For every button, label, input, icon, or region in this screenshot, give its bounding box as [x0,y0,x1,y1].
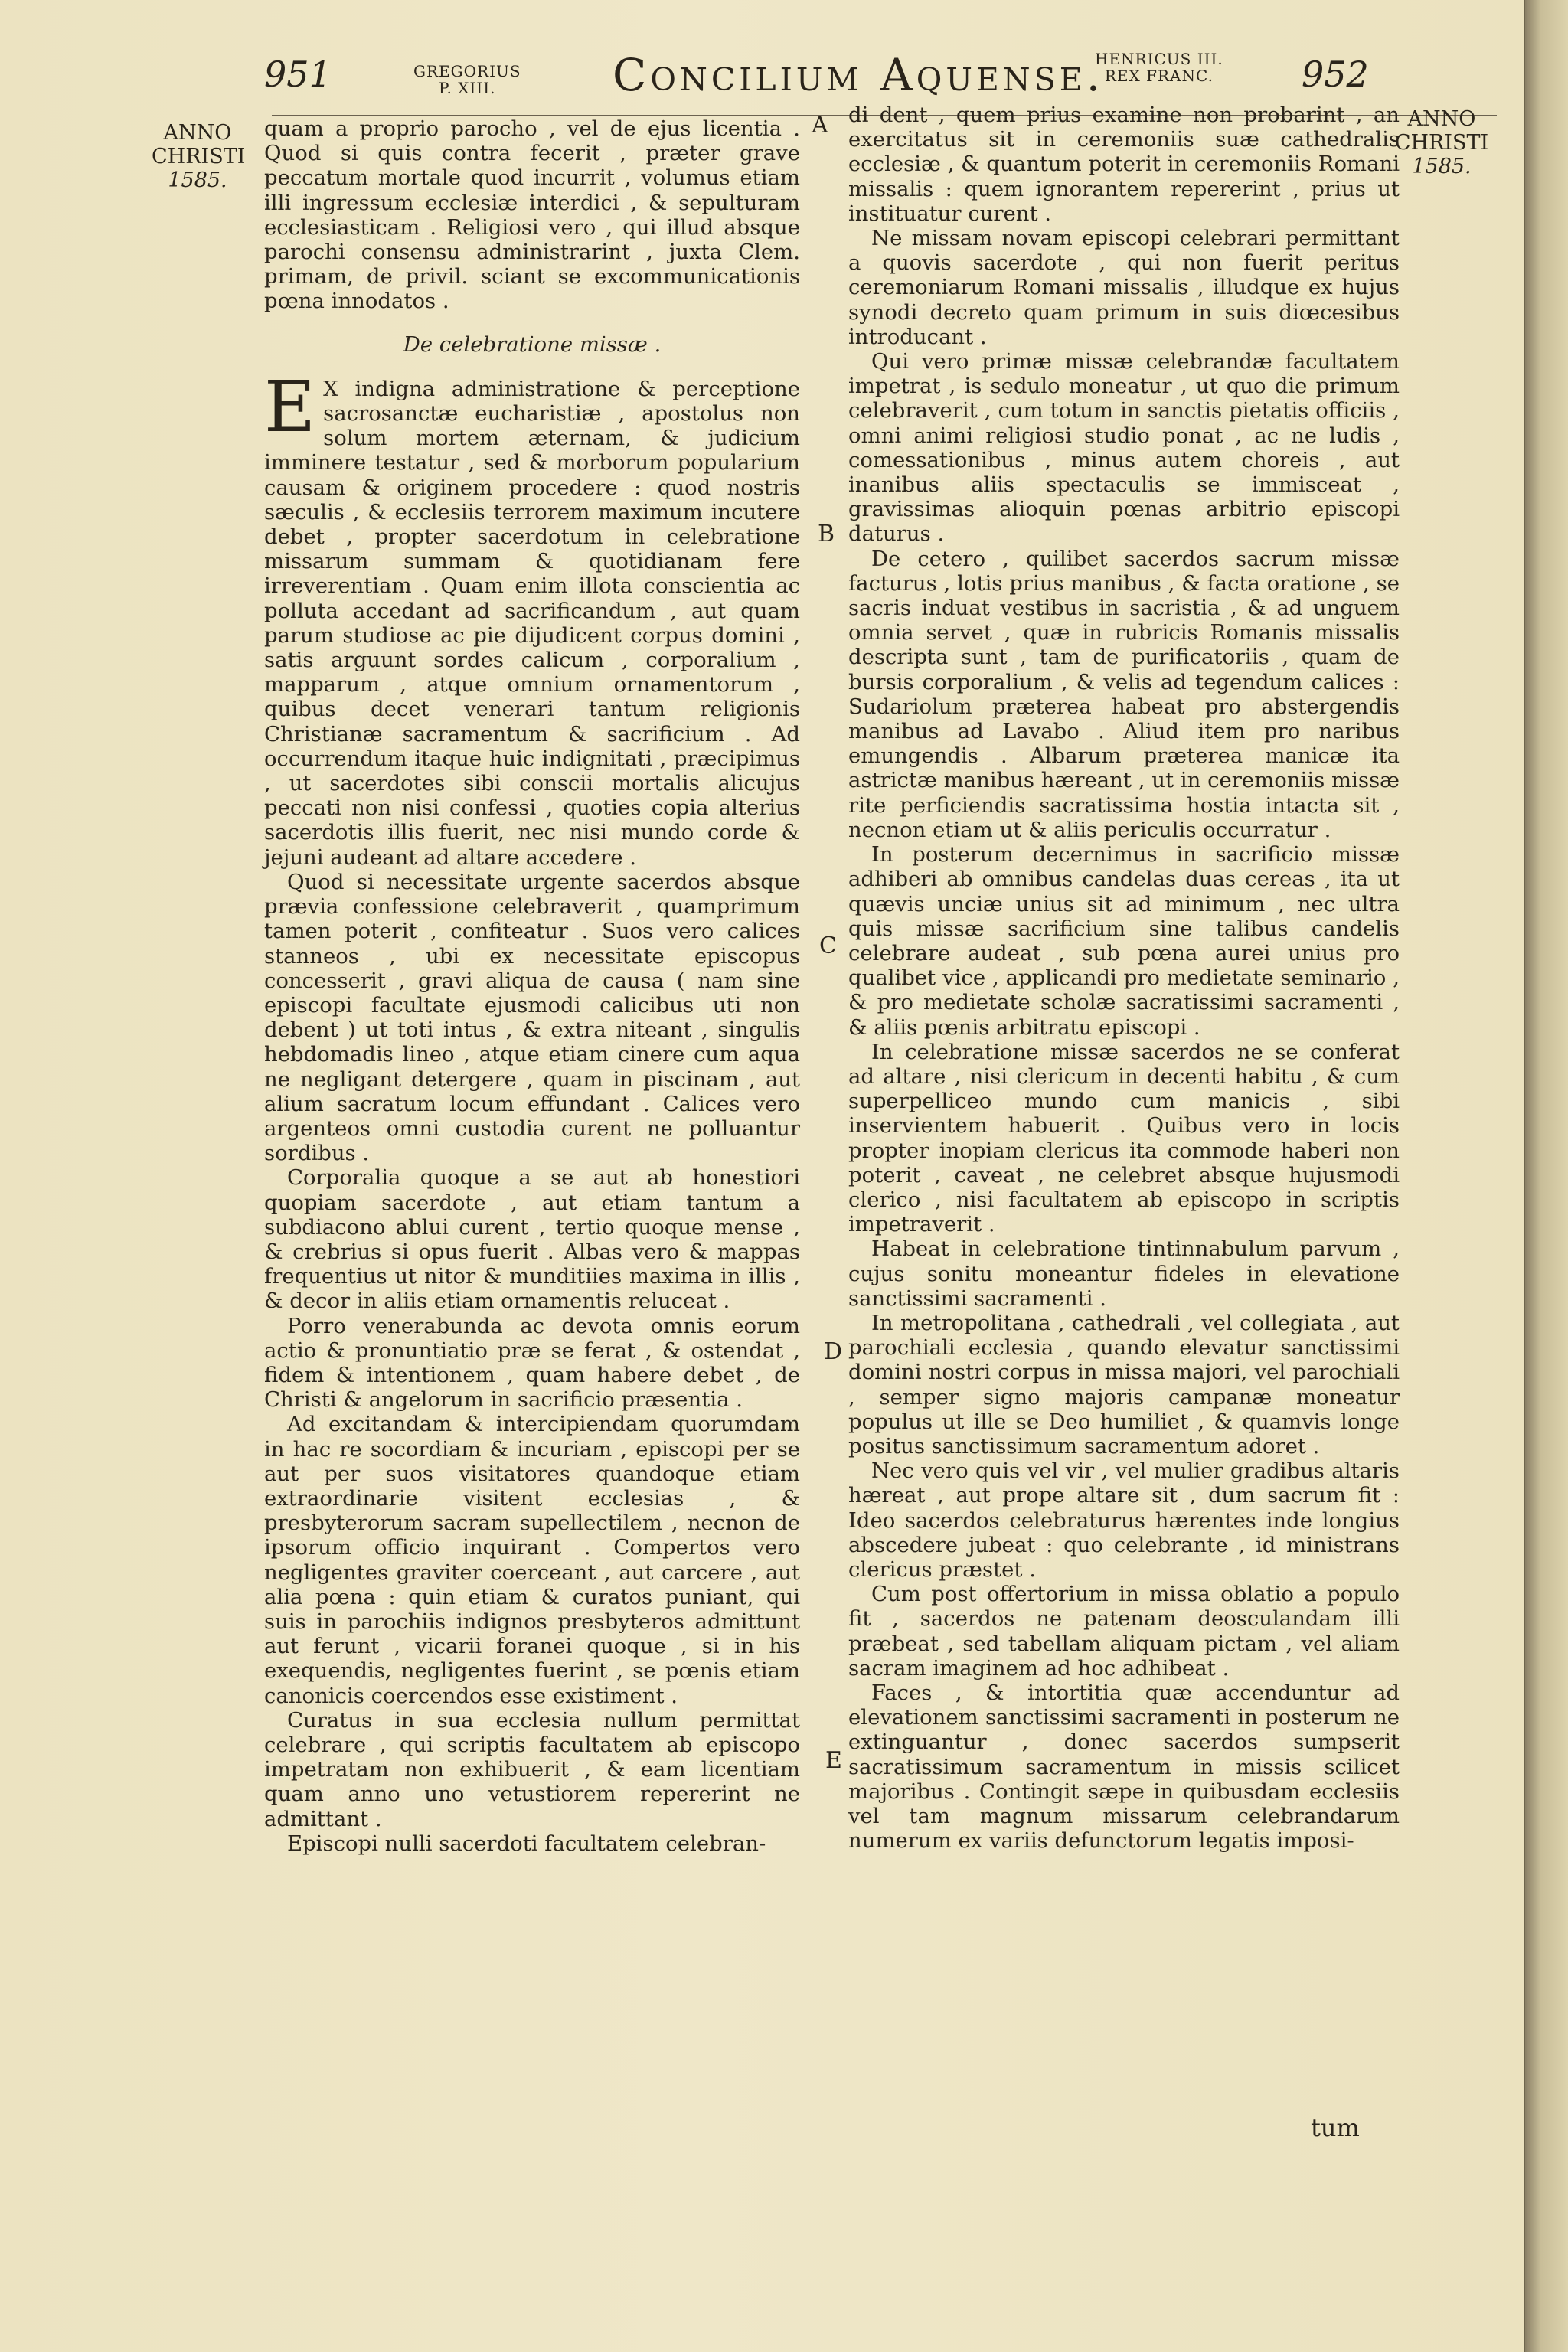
r-paragraph-7: In metropolitana , cathedrali , vel collegiata , aut parochiali ecclesia , quando elevatur sanctissimi domini nostri corpus in missa majori, vel parochiali , semper signo majoris campanæ moneatur populus ut ille se Deo humiliet , & quamvis longe positus sanctissimum sacramentum adoret . [848,1310,1400,1459]
section-letter-b: B [818,521,835,547]
r-paragraph-1: Ne missam novam episcopi celebrari permittant a quovis sacerdote , qui non fuerit peritus ceremoniarum Romani missalis , illudque ex hujus synodi decreto quam primum in suis diœcesibus introducant . [848,226,1400,349]
paragraph-7: Episcopi nulli sacerdoti facultatem celebran- [287,1831,766,1856]
margin-anno-right: ANNO [1407,107,1476,131]
king-name: HENRICUS III. [1095,50,1223,68]
margin-anno-left: ANNO [163,121,232,145]
paragraph-5: Ad excitandam & intercipiendam quorumdam in hac re socordiam & incuriam , episcopi per se aut per suos visitatores quandoque etiam extraordinarie visitent ecclesias , & presbyterorum sacram supellectilem , necnon de ipsorum officio inquirant . Compertos vero negligentes graviter coerceant , aut carcere , aut alia pœna : quin etiam & curatos puniant, qui suis in parochiis indignos presbyteros admittunt aut ferunt , vicarii foranei quoque , si in his exequendis, negligentes fuerint , se pœnis etiam canonicis coercendos esse existiment . [264,1412,800,1708]
page-number-right: 952 [1302,54,1369,95]
catchword: tum [1311,2113,1360,2142]
drop-cap: E [264,365,316,448]
paragraph-4: Porro venerabunda ac devota omnis eorum actio & pronuntiatio præ se ferat , & ostendat , fidem & intentionem , quam habere debet , de Christi & angelorum in sacrificio præsentia . [264,1313,800,1413]
king-title: REX FRANC. [1104,67,1214,85]
pope-name: GREGORIUS [413,62,521,80]
paragraph-1 [264,365,800,870]
paragraph-1-text: X indigna administratione & perceptione sacrosanctæ eucharistiæ , apostolus non solum mortem æternam, & judicium imminere testatur , sed & morborum popularium causam & originem procedere : quod nostris sæculis , & ecclesiis terrorem maximum incutere debet , propter sacerdotum in celebratione missarum summam & quotidianam fere irreverentiam . Quam enim illota conscientia ac polluta accedant ad sacrificandum , aut quam parum studiose ac pie dijudicent corpus domini , satis arguunt sordes calicum , corporalium , mapparum , atque omnium ornamentorum , quibus decet venerari tantum religionis Christianæ sacramentum & sacrificium . Ad occurrendum itaque huic indignitati , præcipimus , ut sacerdotes sibi conscii mortalis alicujus peccati non nisi confessi , quoties copia alterius sacerdotis illis fuerit, nec nisi mundo corde & jejuni audeant ad altare accedere . [264,376,800,870]
r-paragraph-10: Faces , & intortitia quæ accenduntur ad elevationem sanctissimi sacramenti in posterum ne extinguantur , donec sacerdos sumpserit sacratissimum sacramentum in missis scilicet majoribus . Contingit sæpe in quibusdam ecclesiis vel tam magnum missarum celebrandarum numerum ex variis defunctorum legatis imposi- [848,1681,1400,1854]
margin-note-right [1392,107,1491,178]
section-letter-a: A [812,112,828,139]
binding-gutter [1524,0,1568,2352]
margin-christi-right: CHRISTI [1394,131,1489,155]
margin-year-right: 1585. [1412,155,1472,178]
r-paragraph-0: di dent , quem prius examine non probarint , an exercitatus sit in ceremoniis suæ cathedralis ecclesiæ , & quantum poterit in ceremoniis Romani missalis : quem ignorantem repererint , prius ut instituatur curent . [848,103,1400,226]
r-paragraph-4: In posterum decernimus in sacrificio missæ adhiberi ab omnibus candelas duas cereas , ita ut quævis unciæ unius sit ad minimum , nec ultra quis missæ sacrificium sine talibus candelis celebrare audeat , sub pœna aurei unius pro qualibet vice , applicandi pro medietate seminario , & pro medietate scholæ sacratissimi sacramenti , & aliis pœnis arbitratu episcopi . [848,842,1400,1040]
page-title: Concilium Aquense. [612,49,1105,101]
section-heading: De celebratione missæ . [403,332,662,357]
right-column [848,103,1400,1853]
r-paragraph-3: De cetero , quilibet sacerdos sacrum missæ facturus , lotis prius manibus , & facta oratione , se sacris induat vestibus in sacristia , & ad unguem omnia servet , quæ in rubricis Romanis missalis descripta sunt , tam de purificatoriis , quam de bursis corporalium , & velis ad tegendum calices : Sudariolum præterea habeat pro abstergendis manibus ad Lavabo . Aliud item pro naribus emungendis . Albarum præterea manicæ ita astrictæ manibus hæreant , ut in ceremoniis missæ rite perficiendis sacratissima hostia intacta sit , necnon etiam ut & aliis periculis occurratur . [848,546,1400,842]
margin-year-left: 1585. [168,168,227,192]
paragraph-6: Curatus in sua ecclesia nullum permittat celebrare , qui scriptis facultatem ab episcopo impetratam non exhibuerit , & eam licentiam quam anno uno vetustiorem repererint ne admittant . [264,1707,800,1831]
margin-christi-left: CHRISTI [152,145,246,168]
r-paragraph-5: In celebratione missæ sacerdos ne se conferat ad altare , nisi clericum in decenti habitu , & cum superpelliceo mundo cum manicis , sibi inservientem habuerit . Quibus vero in locis propter inopiam clericus ita commode haberi non poterit , caveat , ne celebret absque hujusmodi clerico , nisi facultatem ab episcopo in scriptis impetraverit . [848,1039,1400,1237]
r-paragraph-2: Qui vero primæ missæ celebrandæ facultatem impetrat , is sedulo moneatur , ut quo die primum celebraverit , cum totum in sanctis pietatis officiis , omni animi religiosi studio ponat , ac ne ludis , comessationibus , minus autem choreis , aut inanibus aliis spectaculis se immisceat , gravissimas alioquin pœnas arbitrio episcopi daturus . [848,349,1400,547]
left-column [264,116,800,1856]
section-letter-e: E [825,1747,842,1774]
r-paragraph-9: Cum post offertorium in missa oblatio a populo fit , sacerdos ne patenam deosculandam illi præbeat , sed tabellam aliquam pictam , vel aliam sacram imaginem ad hoc adhibeat . [848,1582,1400,1681]
paragraph-3: Corporalia quoque a se aut ab honestiori quopiam sacerdote , aut etiam tantum a subdiacono ablui curent , tertio quoque mense , & crebrius si opus fuerit . Albas vero & mappas frequentius ut nitor & munditiies maxima in illis , & decor in aliis etiam ornamentis reluceat . [264,1165,800,1314]
paragraph-intro: quam a proprio parocho , vel de ejus licentia . Quod si quis contra fecerit , præter grave peccatum mortale quod incurrit , volumus etiam illi ingressum ecclesiæ interdici , & sepulturam ecclesiasticam . Religiosi vero , qui illud absque parochi consensu administrarint , juxta Clem. primam, de privil. sciant se excommunicationis pœna innodatos . [264,116,800,314]
section-letter-c: C [819,933,837,959]
pope-number: P. XIII. [439,79,496,97]
page-number-left: 951 [264,54,332,95]
paragraph-2: Quod si necessitate urgente sacerdos absque prævia confessione celebraverit , quamprimum tamen poterit , confiteatur . Suos vero calices stanneos , ubi ex necessitate episcopus concesserit , gravi aliqua de causa ( nam sine episcopi facultate ejusmodi calicibus uti non debent ) ut toti intus , & extra niteant , singulis hebdomadis lineo , atque etiam cinere cum aqua ne negligant detergere , quam in piscinam , aut alium sacratum locum effundant . Calices vero argenteos omni custodia curent ne polluantur sordibus . [264,869,800,1166]
r-paragraph-6: Habeat in celebratione tintinnabulum parvum , cujus sonitu moneantur fideles in elevatione sanctissimi sacramenti . [848,1236,1400,1311]
margin-note-left [152,121,246,192]
running-head-king [1095,51,1223,84]
section-letter-d: D [824,1338,843,1365]
r-paragraph-8: Nec vero quis vel vir , vel mulier gradibus altaris hæreat , aut prope altare sit , dum sacrum fit : Ideo sacerdos celebraturus hærentes inde longius abscedere jubeat : quo celebrante , id ministrans clericus præstet . [848,1459,1400,1582]
running-head-pope [413,63,521,96]
